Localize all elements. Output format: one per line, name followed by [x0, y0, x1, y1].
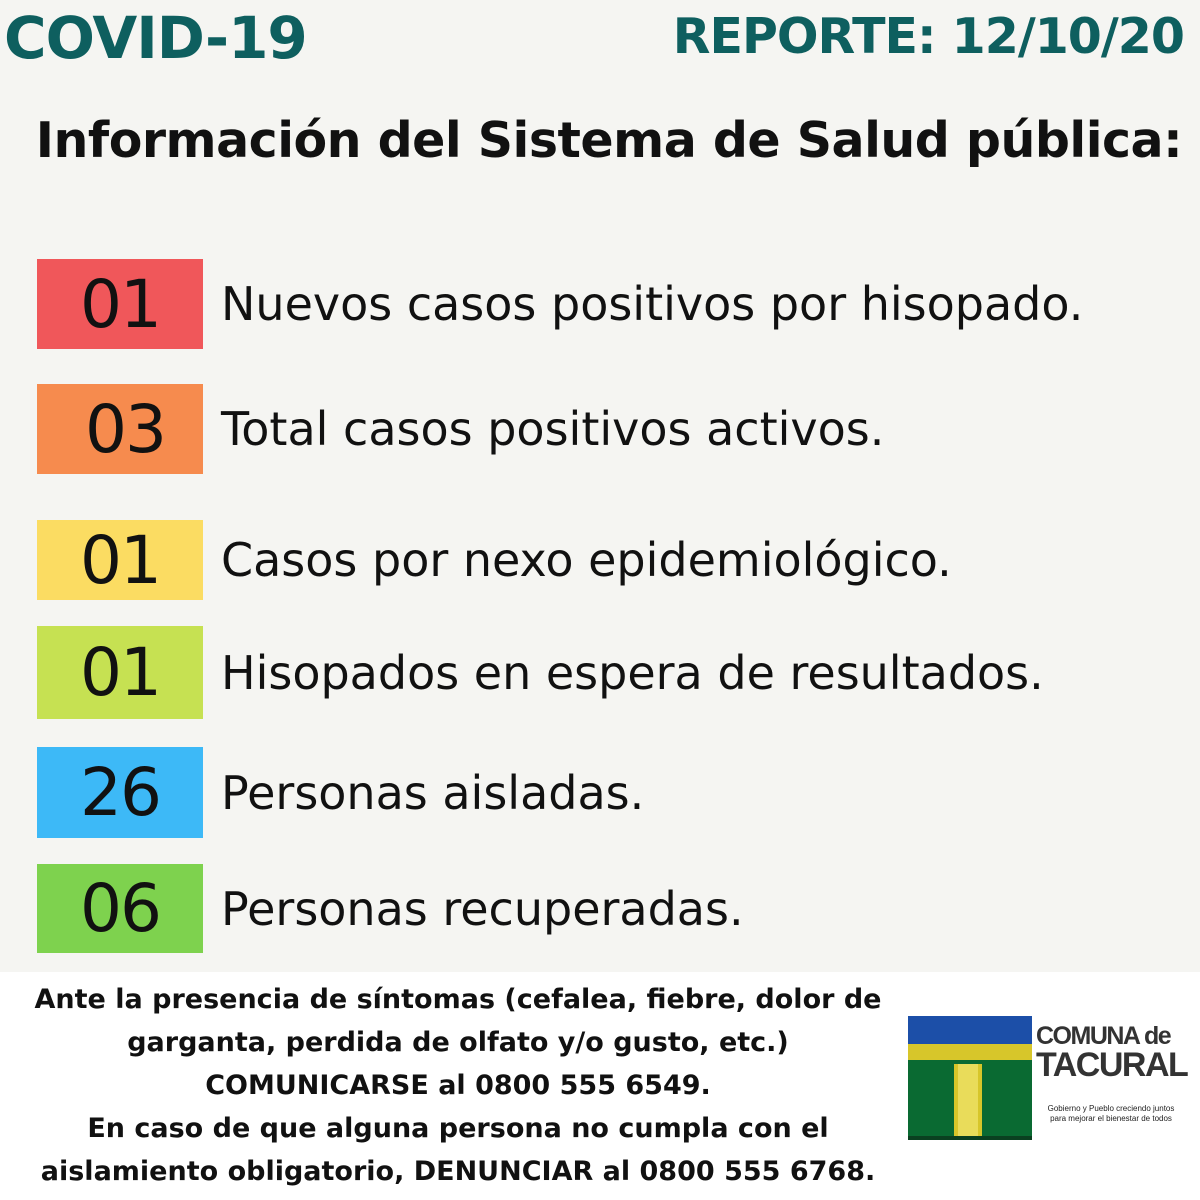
- stat-row-epi-link: [37, 520, 1177, 600]
- notice-line: COMUNICARSE al 0800 555 6549.: [205, 1070, 711, 1101]
- notice-line: Ante la presencia de síntomas (cefalea, fiebre, dolor de: [34, 984, 882, 1015]
- symptoms-notice: [8, 978, 908, 1193]
- stat-value-box: 01: [37, 626, 203, 719]
- report-date: REPORTE: 12/10/20: [672, 8, 1184, 65]
- stat-label: Hisopados en espera de resultados.: [221, 645, 1044, 700]
- stat-row-active-cases: [37, 384, 1177, 474]
- logo-tagline: [1036, 1104, 1186, 1124]
- stat-value-box: 01: [37, 520, 203, 600]
- stat-row-isolated: [37, 747, 1177, 838]
- stat-label: Personas recuperadas.: [221, 881, 744, 936]
- logo-name-line2: TACURAL: [1036, 1046, 1188, 1084]
- page-title: COVID-19: [4, 4, 307, 72]
- section-subtitle: Información del Sistema de Salud pública:: [35, 112, 1183, 169]
- stat-label: Total casos positivos activos.: [221, 402, 885, 456]
- stat-row-pending-swabs: [37, 626, 1177, 719]
- stat-row-new-cases: [37, 259, 1177, 349]
- stat-value-box: 26: [37, 747, 203, 838]
- stat-label: Personas aisladas.: [221, 765, 645, 820]
- notice-line: garganta, perdida de olfato y/o gusto, etc.): [127, 1027, 789, 1058]
- logo-tagline-line2: para mejorar el bienestar de todos: [1050, 1114, 1172, 1123]
- stat-label: Casos por nexo epidemiológico.: [221, 533, 952, 587]
- footer-panel: [0, 972, 1200, 1200]
- logo-emblem-icon: [908, 1016, 1032, 1140]
- stat-label: Nuevos casos positivos por hisopado.: [221, 277, 1084, 331]
- stat-value-box: 06: [37, 864, 203, 953]
- comuna-logo: [908, 1016, 1188, 1146]
- notice-line: aislamiento obligatorio, DENUNCIAR al 0800 555 6768.: [40, 1156, 876, 1187]
- stat-row-recovered: [37, 864, 1177, 953]
- logo-tagline-line1: Gobierno y Pueblo creciendo juntos: [1047, 1104, 1175, 1113]
- logo-name-line1: COMUNA de: [1036, 1022, 1171, 1050]
- stat-value-box: 01: [37, 259, 203, 349]
- notice-line: En caso de que alguna persona no cumpla con el: [87, 1113, 829, 1144]
- stat-value-box: 03: [37, 384, 203, 474]
